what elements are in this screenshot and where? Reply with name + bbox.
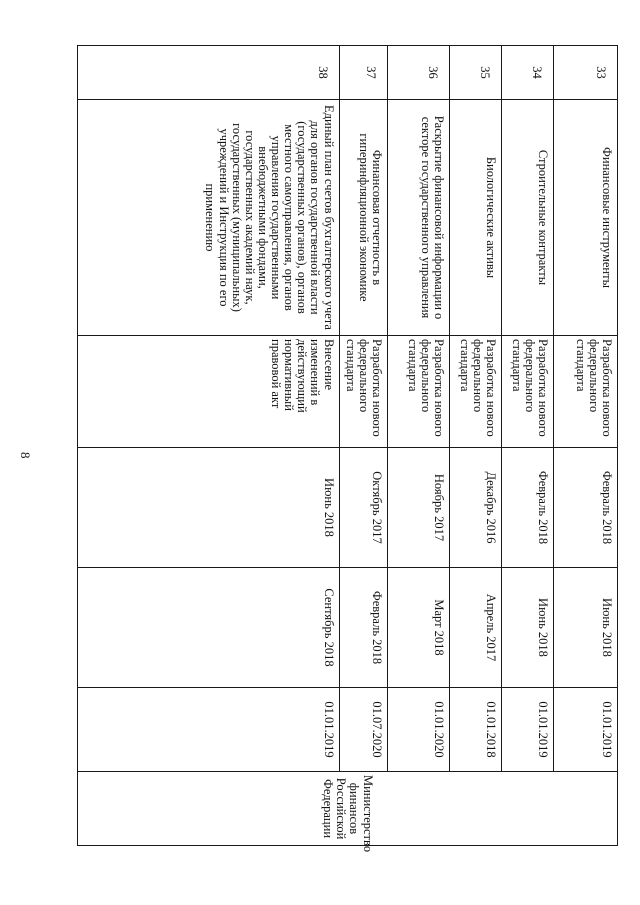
row-approve: Апрель 2017 bbox=[450, 568, 502, 688]
table-row bbox=[502, 46, 554, 846]
row-start: Октябрь 2017 bbox=[339, 448, 387, 568]
table-row bbox=[77, 46, 339, 846]
row-action: Разработка нового федерального стандарта bbox=[388, 336, 450, 448]
row-start: Декабрь 2016 bbox=[450, 448, 502, 568]
table-row bbox=[339, 46, 387, 846]
row-number: 36 bbox=[388, 46, 450, 100]
row-effective: 01.01.2019 bbox=[502, 688, 554, 772]
row-topic: Раскрытие финансовой информации о секторе государственного управления bbox=[388, 100, 450, 336]
row-number: 38 bbox=[77, 46, 339, 100]
row-action: Внесение изменений в действующий нормативный правовой акт bbox=[77, 336, 339, 448]
row-effective: 01.01.2019 bbox=[554, 688, 618, 772]
page-number: 8 bbox=[18, 452, 33, 459]
row-number: 35 bbox=[450, 46, 502, 100]
table-row bbox=[388, 46, 450, 846]
standards-table bbox=[77, 45, 618, 853]
row-action: Разработка нового федерального стандарта bbox=[502, 336, 554, 448]
row-effective: 01.01.2018 bbox=[450, 688, 502, 772]
row-approve: Февраль 2018 bbox=[339, 568, 387, 688]
row-topic: Единый план счетов бухгалтерского учета для органов государственной власти (государственных органов), органов местного самоуправления, органов управления государственными внебюджетными фондами, государственных академий наук, государственных (муниципальных) учреждений и Инструкция по его применению bbox=[77, 100, 339, 336]
row-start: Ноябрь 2017 bbox=[388, 448, 450, 568]
row-effective: 01.01.2020 bbox=[388, 688, 450, 772]
row-approve: Март 2018 bbox=[388, 568, 450, 688]
row-action: Разработка нового федерального стандарта bbox=[554, 336, 618, 448]
row-start: Февраль 2018 bbox=[554, 448, 618, 568]
table-row bbox=[554, 46, 618, 846]
row-topic: Биологические активы bbox=[450, 100, 502, 336]
row-approve: Сентябрь 2018 bbox=[77, 568, 339, 688]
row-number: 33 bbox=[554, 46, 618, 100]
rotated-table-container bbox=[78, 45, 618, 853]
row-effective: 01.07.2020 bbox=[339, 688, 387, 772]
row-approve: Июнь 2018 bbox=[502, 568, 554, 688]
row-effective: 01.01.2019 bbox=[77, 688, 339, 772]
responsible-ministry: Министерство финансов Российской Федерации bbox=[77, 772, 617, 846]
row-action: Разработка нового федерального стандарта bbox=[450, 336, 502, 448]
row-topic: Строительные контракты bbox=[502, 100, 554, 336]
row-approve: Июнь 2018 bbox=[554, 568, 618, 688]
row-number: 37 bbox=[339, 46, 387, 100]
row-topic: Финансовые инструменты bbox=[554, 100, 618, 336]
row-number: 34 bbox=[502, 46, 554, 100]
row-start: Июнь 2018 bbox=[77, 448, 339, 568]
row-topic: Финансовая отчетность в гиперинфляционной экономике bbox=[339, 100, 387, 336]
row-start: Февраль 2018 bbox=[502, 448, 554, 568]
table-row bbox=[450, 46, 502, 846]
row-action: Разработка нового федерального стандарта bbox=[339, 336, 387, 448]
